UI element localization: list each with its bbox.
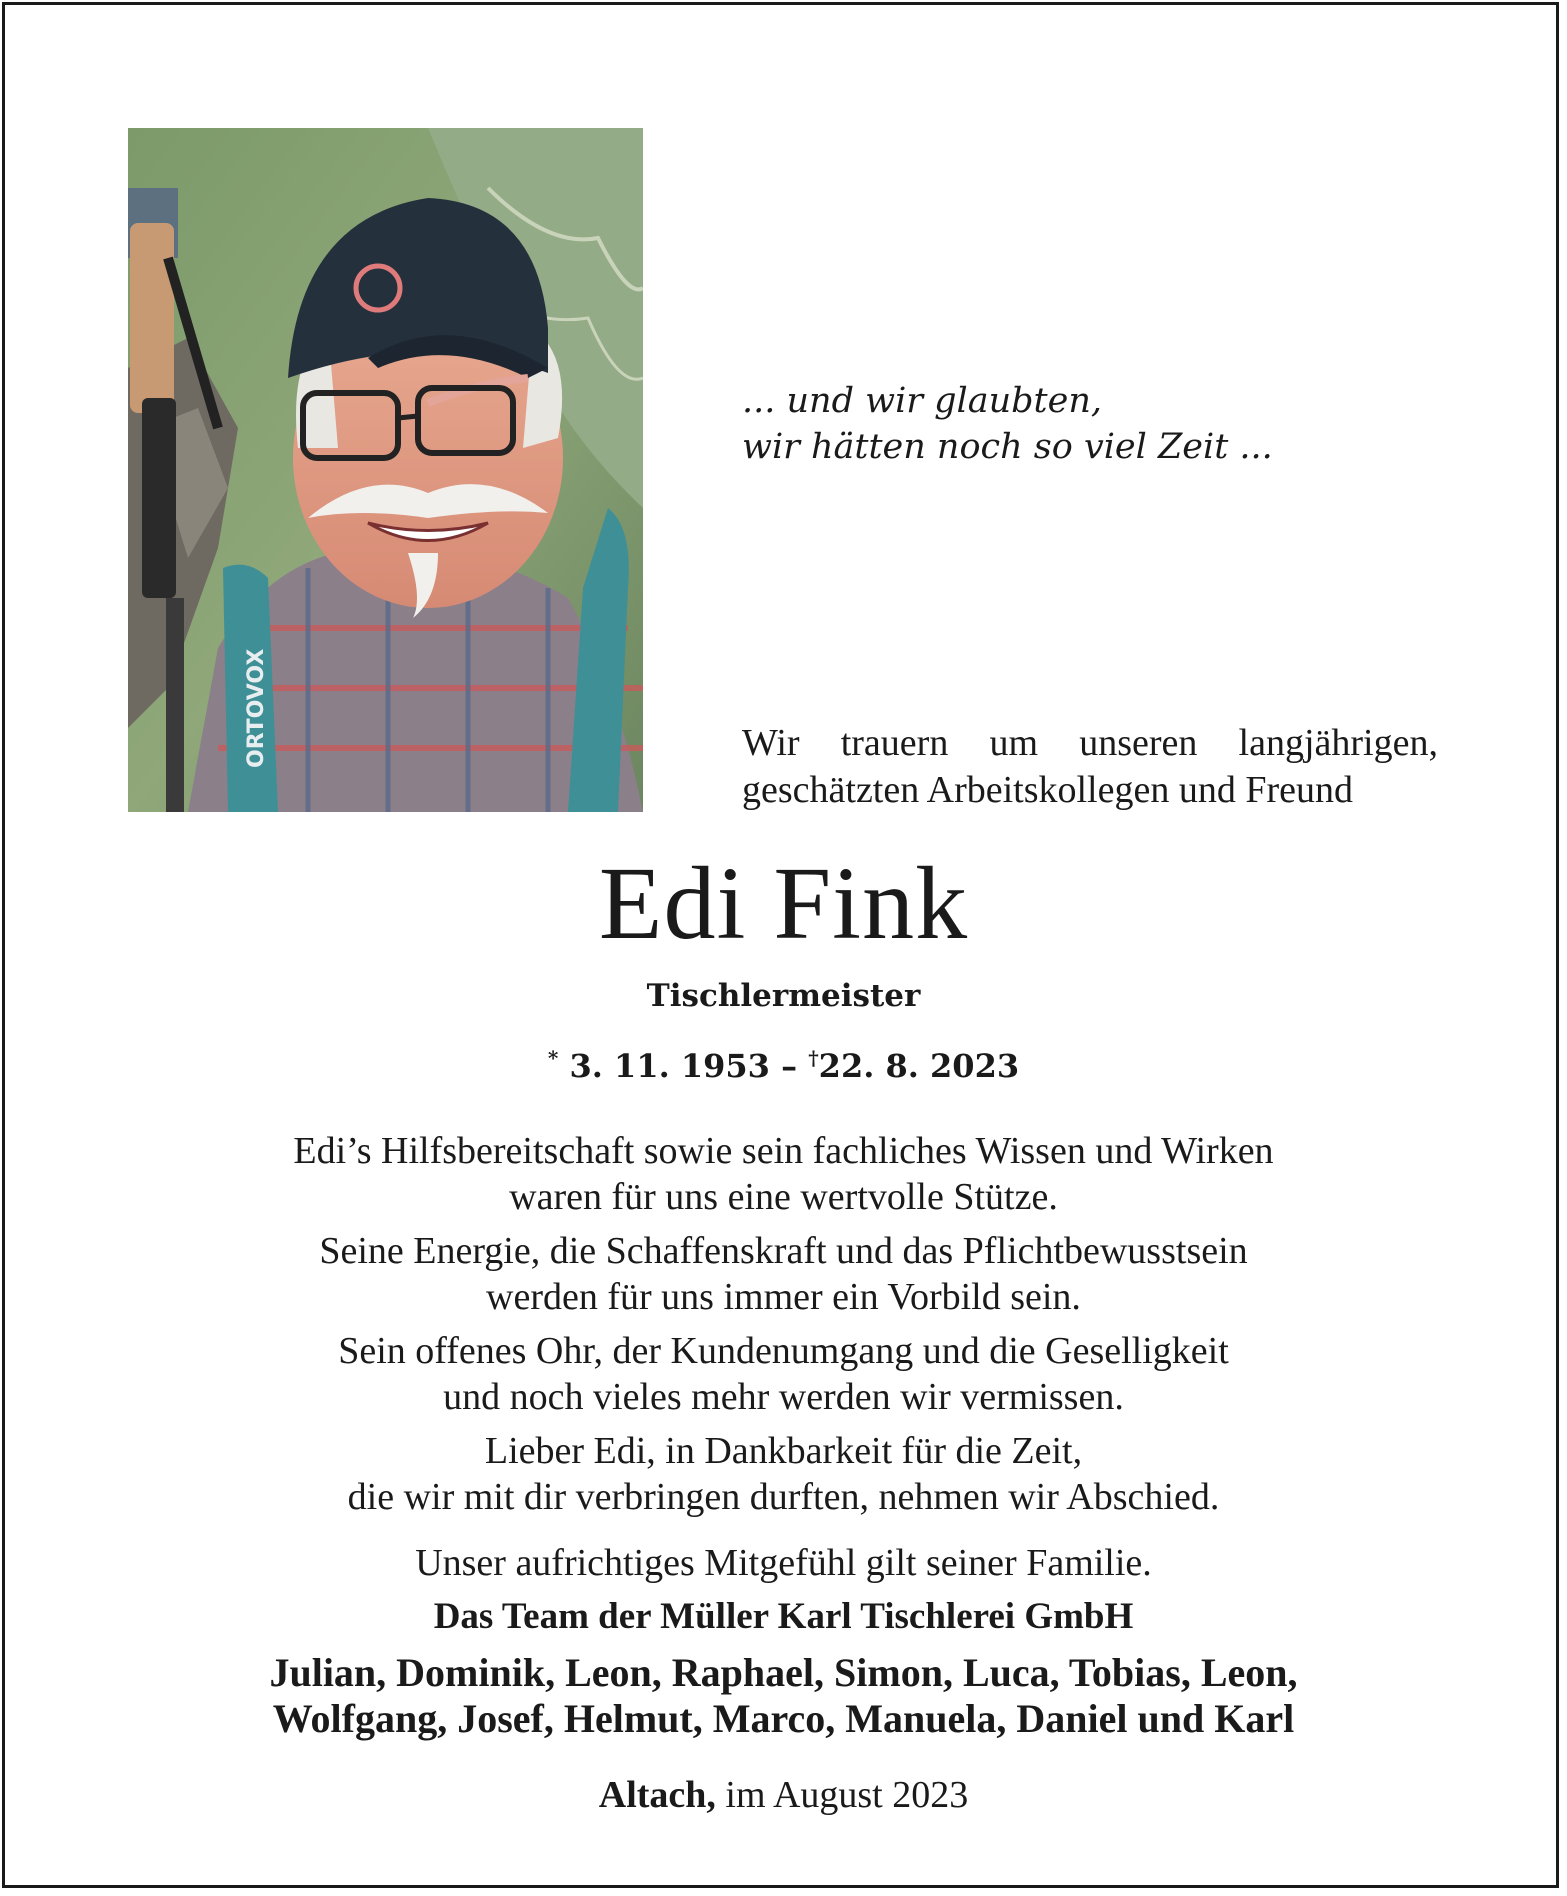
tribute-text [0, 1128, 1567, 1528]
tribute-line: Seine Energie, die Schaffenskraft und das Pflichtbewusstsein [319, 1230, 1248, 1272]
birth-symbol: * [547, 1046, 559, 1070]
birth-date: 3. 11. 1953 [569, 1047, 770, 1085]
portrait-illustration [128, 128, 643, 812]
portrait-photo [128, 128, 643, 812]
tribute-line: Edi’s Hilfsbereitschaft sowie sein fachliches Wissen und Wirken [293, 1130, 1274, 1172]
colleague-names [0, 1650, 1567, 1742]
deceased-name: Edi Fink [598, 846, 969, 961]
opening-quote [742, 378, 1273, 470]
deceased-profession: Tischlermeister [646, 978, 921, 1014]
tribute-line: Sein offenes Ohr, der Kundenumgang und die Geselligkeit [338, 1330, 1229, 1372]
tribute-paragraph-3 [0, 1328, 1567, 1420]
tribute-line: die wir mit dir verbringen durften, nehmen wir Abschied. [347, 1476, 1220, 1518]
quote-line-2: wir hätten noch so viel Zeit ... [742, 427, 1273, 467]
sympathy-line: Unser aufrichtiges Mitgefühl gilt seiner Familie. [415, 1542, 1152, 1584]
place-date: im August 2023 [725, 1774, 969, 1816]
death-symbol: † [808, 1046, 819, 1070]
tribute-line: werden für uns immer ein Vorbild sein. [486, 1276, 1081, 1318]
mourning-line-2: geschätzten Arbeitskollegen und Freund [742, 769, 1354, 811]
colleague-names-line-2: Wolfgang, Josef, Helmut, Marco, Manuela, Daniel und Karl [272, 1696, 1295, 1741]
tribute-paragraph-4 [0, 1428, 1567, 1520]
mourning-statement [742, 720, 1438, 814]
tribute-paragraph-1 [0, 1128, 1567, 1220]
tribute-paragraph-2 [0, 1228, 1567, 1320]
tribute-line: Lieber Edi, in Dankbarkeit für die Zeit, [484, 1430, 1083, 1472]
quote-line-1: ... und wir glaubten, [742, 381, 1102, 421]
place-city: Altach, [598, 1774, 716, 1816]
tribute-line: und noch vieles mehr werden wir vermissen. [443, 1376, 1124, 1418]
tribute-line: waren für uns eine wertvolle Stütze. [509, 1176, 1058, 1218]
colleague-names-line-1: Julian, Dominik, Leon, Raphael, Simon, Luca, Tobias, Leon, [269, 1650, 1298, 1695]
death-date: 22. 8. 2023 [818, 1047, 1020, 1085]
place-and-date [0, 1772, 1567, 1818]
team-signature: Das Team der Müller Karl Tischlerei GmbH [433, 1596, 1134, 1637]
mourning-line-1: Wir trauern um unseren langjährigen, [742, 722, 1438, 764]
life-dates [0, 1036, 1567, 1088]
date-dash: – [781, 1047, 798, 1085]
backpack-brand-label: ORTOVOX [244, 648, 269, 768]
